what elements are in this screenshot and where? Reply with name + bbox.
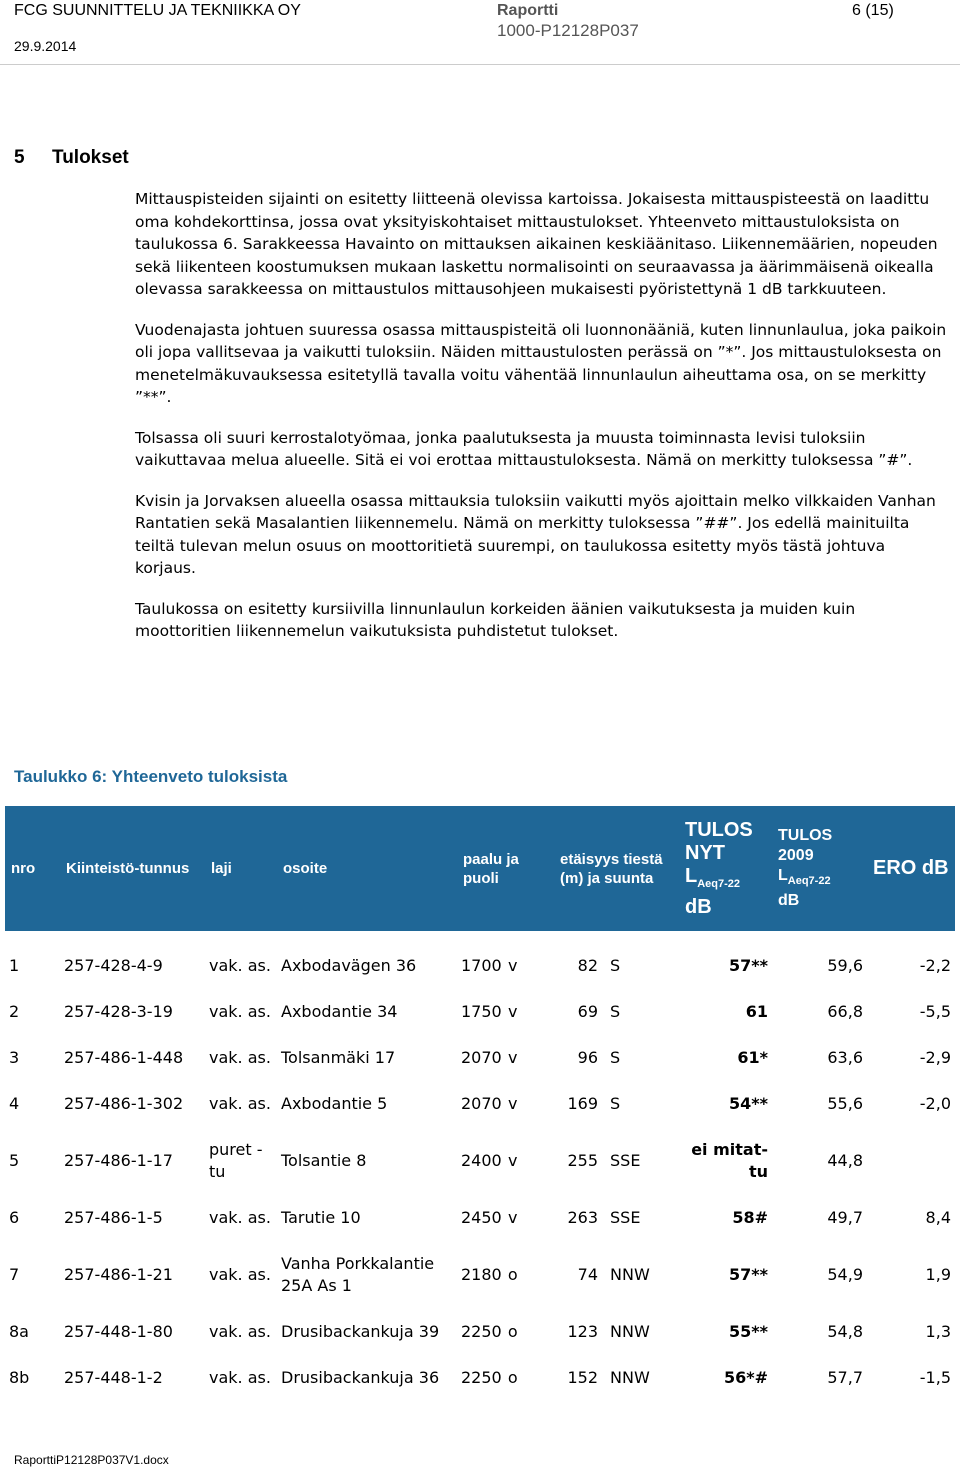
cell-paalu: 2400 v [461, 1151, 518, 1170]
cell-osoite: Axbodantie 5 [281, 1094, 388, 1113]
header-laji: laji [205, 806, 277, 931]
cell-laji: vak. as. [209, 1208, 271, 1227]
company-name: FCG SUUNNITTELU JA TEKNIIKKA OY [14, 2, 301, 19]
cell-paalu: 2180 o [461, 1265, 518, 1284]
cell-etaisyys: 74 NNW [577, 1265, 650, 1284]
section-heading [14, 147, 129, 169]
cell-nro: 1 [9, 956, 20, 975]
paragraph: Vuodenajasta johtuen suuressa osassa mittauspisteitä oli luonnonääniä, kuten linnunlaulua, joka paikoin oli jopa vallitsevaa ja vaikutti tuloksiin. Näiden mittaustulosten perässä on ”*”. Jos mittaustuloksesta on menetelmäkuvauksessa esitetyllä tavalla voitu vähentää linnunlaulun aiheuttama osa, on se merkitty ”**”. [135, 320, 947, 406]
cell-tunnus: 257-486-1-21 [64, 1265, 173, 1284]
cell-etaisyys: 263 SSE [567, 1208, 641, 1227]
paragraph: Taulukossa on esitetty kursiivilla linnunlaulun korkeiden äänien vaikutuksesta ja muiden kuin moottoritien liikennemelun vaikutuksista puhdistetut tulokset. [135, 599, 856, 640]
table-row [5, 1309, 955, 1355]
cell-nro: 3 [9, 1048, 20, 1067]
cell-nro: 4 [9, 1094, 20, 1113]
cell-tulos-nyt: 54** [729, 1094, 768, 1113]
cell-ero: -2,0 [919, 1094, 951, 1113]
cell-ero: -5,5 [919, 1002, 951, 1021]
table-header-row [5, 806, 955, 931]
header-etaisyys: etäisyys tiestä (m) ja suunta [554, 806, 679, 931]
cell-etaisyys: 96 S [577, 1048, 621, 1067]
paragraph: Tolsassa oli suuri kerrostalotyömaa, jonka paalutuksesta ja muusta toiminnasta levisi tuloksiin vaikuttavaa melua alueelle. Sitä ei voi erottaa mittaustuloksesta. Nämä on merkitty tuloksessa ”#”. [135, 428, 913, 469]
header-ero: ERO dB [867, 806, 955, 931]
cell-paalu: 1700 v [461, 956, 518, 975]
header-divider [0, 64, 960, 65]
cell-etaisyys: 82 S [577, 956, 621, 975]
header-tulos-2009: TULOS 2009 $L_{Aeq7-22}$ dB [772, 806, 867, 931]
cell-tulos-2009: 59,6 [827, 956, 863, 975]
cell-etaisyys: 69 S [577, 1002, 621, 1021]
cell-etaisyys: 123 NNW [567, 1322, 650, 1341]
cell-nro: 2 [9, 1002, 20, 1021]
cell-paalu: 2250 o [461, 1368, 518, 1387]
table-row [5, 1081, 955, 1127]
report-date: 29.9.2014 [14, 38, 77, 54]
cell-paalu: 2250 o [461, 1322, 518, 1341]
cell-osoite: Drusibackankuja 39 [281, 1322, 440, 1341]
cell-nro: 5 [9, 1151, 20, 1170]
cell-tulos-2009: 49,7 [827, 1208, 863, 1227]
page-number: 6 (15) [852, 2, 894, 19]
header-kiinteisto: Kiinteistö-tunnus [60, 806, 205, 931]
cell-tulos-nyt: 57** [729, 956, 768, 975]
cell-tulos-2009: 54,9 [827, 1265, 863, 1284]
cell-tulos-nyt: ei mitat-tu [691, 1140, 768, 1181]
cell-osoite: Axbodavägen 36 [281, 956, 417, 975]
cell-laji: vak. as. [209, 1265, 271, 1284]
table-row [5, 1355, 955, 1401]
cell-ero: 1,3 [925, 1322, 951, 1341]
cell-tulos-2009: 66,8 [827, 1002, 863, 1021]
cell-nro: 8b [9, 1368, 30, 1387]
results-table [5, 806, 955, 1401]
cell-tulos-2009: 55,6 [827, 1094, 863, 1113]
cell-tulos-2009: 54,8 [827, 1322, 863, 1341]
header-tulos-nyt: TULOS NYT $L_{Aeq7-22}$ dB [679, 806, 772, 931]
header-osoite: osoite [277, 806, 457, 931]
paragraph: Kvisin ja Jorvaksen alueella osassa mittauksia tuloksiin vaikutti myös ajoittain melko vilkkaiden Vanhan Rantatien sekä Masalantien liikennemelu. Nämä on merkitty tuloksessa ”##”. Jos edellä mainituilta teiltä tulevan melun osuus on moottoritietä suurempi, on taulukossa esitetty myös tästä johtuva korjaus. [135, 491, 936, 577]
cell-tulos-2009: 57,7 [827, 1368, 863, 1387]
cell-tulos-2009: 63,6 [827, 1048, 863, 1067]
report-label: Raportti [497, 2, 559, 19]
cell-tulos-nyt: 56*# [723, 1368, 768, 1387]
report-id: 1000-P12128P037 [497, 21, 639, 40]
page-header [0, 0, 960, 60]
cell-tulos-nyt: 55** [729, 1322, 768, 1341]
header-nro: nro [5, 806, 60, 931]
cell-tunnus: 257-486-1-5 [64, 1208, 163, 1227]
cell-osoite: Tarutie 10 [281, 1208, 361, 1227]
cell-laji: vak. as. [209, 1368, 271, 1387]
cell-laji: vak. as. [209, 956, 271, 975]
cell-laji: vak. as. [209, 1002, 271, 1021]
table-row [5, 989, 955, 1035]
cell-paalu: 2070 v [461, 1094, 518, 1113]
table-row [5, 1241, 955, 1309]
footer-filename: RaporttiP12128P037V1.docx [14, 1453, 169, 1467]
cell-ero: -2,2 [919, 956, 951, 975]
cell-laji: vak. as. [209, 1094, 271, 1113]
cell-etaisyys: 169 S [567, 1094, 621, 1113]
cell-tunnus: 257-428-3-19 [64, 1002, 173, 1021]
cell-nro: 6 [9, 1208, 20, 1227]
section-title: Tulokset [52, 147, 129, 168]
cell-paalu: 1750 v [461, 1002, 518, 1021]
table-caption: Taulukko 6: Yhteenveto tuloksista [14, 767, 288, 786]
cell-laji: vak. as. [209, 1048, 271, 1067]
table-row [5, 1127, 955, 1195]
cell-paalu: 2070 v [461, 1048, 518, 1067]
cell-tulos-nyt: 61* [737, 1048, 768, 1067]
paragraph: Mittauspisteiden sijainti on esitetty liitteenä olevissa kartoissa. Jokaisesta mittauspisteestä on laadittu oma kohdekorttinsa, jossa ovat yksityiskohtaiset mittaustulokset. Yhteenveto mittaustuloksista on taulukossa 6. Sarakkeessa Havainto on mittauksen aikainen keskiäänitaso. Liikennemäärien, nopeuden sekä liikenteen koostumuksen mukaan laskettu normalisointi on seuraavassa ja äärimmäisenä oikealla olevassa sarakkeessa on mittaustulos mittausohjeen mukaisesti pyöristettynä 1 dB tarkkuuteen. [135, 190, 938, 298]
cell-laji: vak. as. [209, 1322, 271, 1341]
cell-ero: -2,9 [919, 1048, 951, 1067]
cell-tunnus: 257-448-1-80 [64, 1322, 173, 1341]
cell-tulos-nyt: 57** [729, 1265, 768, 1284]
table-row [5, 1035, 955, 1081]
cell-tunnus: 257-486-1-448 [64, 1048, 184, 1067]
table-row [5, 943, 955, 989]
cell-tunnus: 257-486-1-17 [64, 1151, 173, 1170]
cell-tulos-nyt: 61 [745, 1002, 768, 1021]
cell-ero: -1,5 [919, 1368, 951, 1387]
cell-osoite: Tolsanmäki 17 [281, 1048, 396, 1067]
cell-etaisyys: 152 NNW [567, 1368, 650, 1387]
cell-tunnus: 257-428-4-9 [64, 956, 163, 975]
cell-osoite: Vanha Porkkalantie 25A As 1 [281, 1254, 435, 1295]
cell-laji: puret -tu [209, 1140, 263, 1181]
cell-osoite: Axbodantie 34 [281, 1002, 398, 1021]
cell-etaisyys: 255 SSE [567, 1151, 641, 1170]
section-number: 5 [14, 147, 25, 168]
table-row [5, 1195, 955, 1241]
cell-ero [867, 1127, 955, 1195]
cell-tulos-2009: 44,8 [827, 1151, 863, 1170]
cell-ero: 1,9 [925, 1265, 951, 1284]
cell-tulos-nyt: 58# [732, 1208, 768, 1227]
cell-osoite: Tolsantie 8 [281, 1151, 367, 1170]
cell-ero: 8,4 [925, 1208, 951, 1227]
cell-paalu: 2450 v [461, 1208, 518, 1227]
cell-nro: 8a [9, 1322, 29, 1341]
cell-tunnus: 257-486-1-302 [64, 1094, 184, 1113]
header-paalu: paalu ja puoli [457, 806, 554, 931]
body-text [135, 188, 950, 661]
cell-nro: 7 [9, 1265, 20, 1284]
cell-tunnus: 257-448-1-2 [64, 1368, 163, 1387]
cell-osoite: Drusibackankuja 36 [281, 1368, 440, 1387]
